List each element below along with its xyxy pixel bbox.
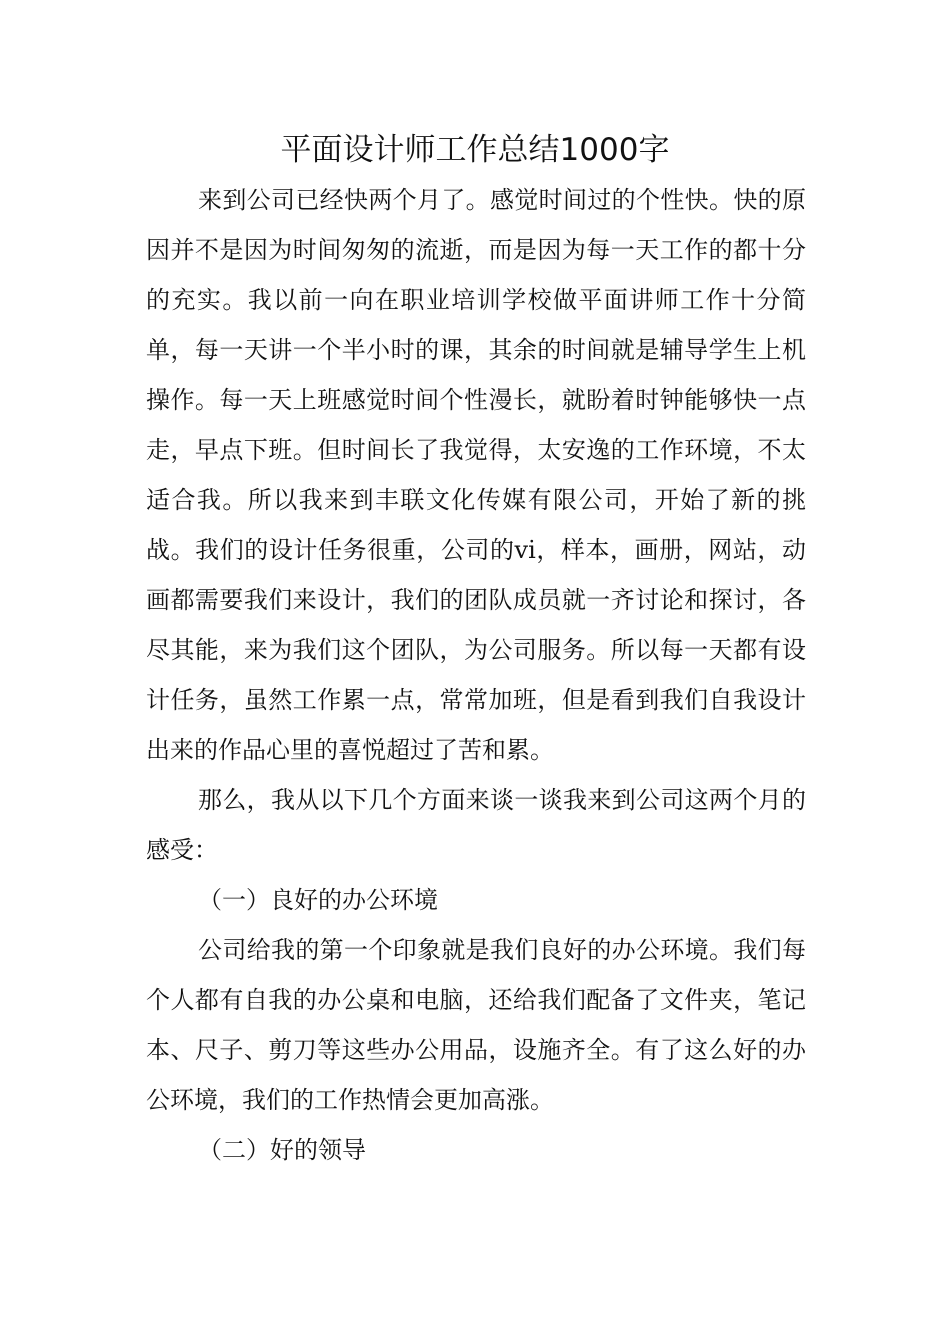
document-body: [146, 175, 806, 1175]
paragraph-aspects: 那么，我从以下几个方面来谈一谈我来到公司这两个月的感受：: [146, 786, 806, 864]
document-title: 平面设计师工作总结1000字: [280, 132, 670, 168]
paragraph-intro: 来到公司已经快两个月了。感觉时间过的个性快。快的原因并不是因为时间匆匆的流逝，而是因为每一天工作的都十分的充实。我以前一向在职业培训学校做平面讲师工作十分简单，每一天讲一个半小时的课，其余的时间就是辅导学生上机操作。每一天上班感觉时间个性漫长，就盼着时钟能够快一点走，早点下班。但时间长了我觉得，太安逸的工作环境，不太适合我。所以我来到丰联文化传媒有限公司，开始了新的挑战。我们的设计任务很重，公司的vi，样本，画册，网站，动画都需要我们来设计，我们的团队成员就一齐讨论和探讨，各尽其能，来为我们这个团队，为公司服务。所以每一天都有设计任务，虽然工作累一点，常常加班，但是看到我们自我设计出来的作品心里的喜悦超过了苦和累。: [146, 186, 806, 764]
section-heading-office-environment: （一）良好的办公环境: [198, 886, 438, 914]
section-heading-good-leadership: （二）好的领导: [198, 1136, 366, 1164]
paragraph-office-environment: 公司给我的第一个印象就是我们良好的办公环境。我们每个人都有自我的办公桌和电脑，还给我们配备了文件夹，笔记本、尺子、剪刀等这些办公用品，设施齐全。有了这么好的办公环境，我们的工作热情会更加高涨。: [146, 936, 806, 1114]
